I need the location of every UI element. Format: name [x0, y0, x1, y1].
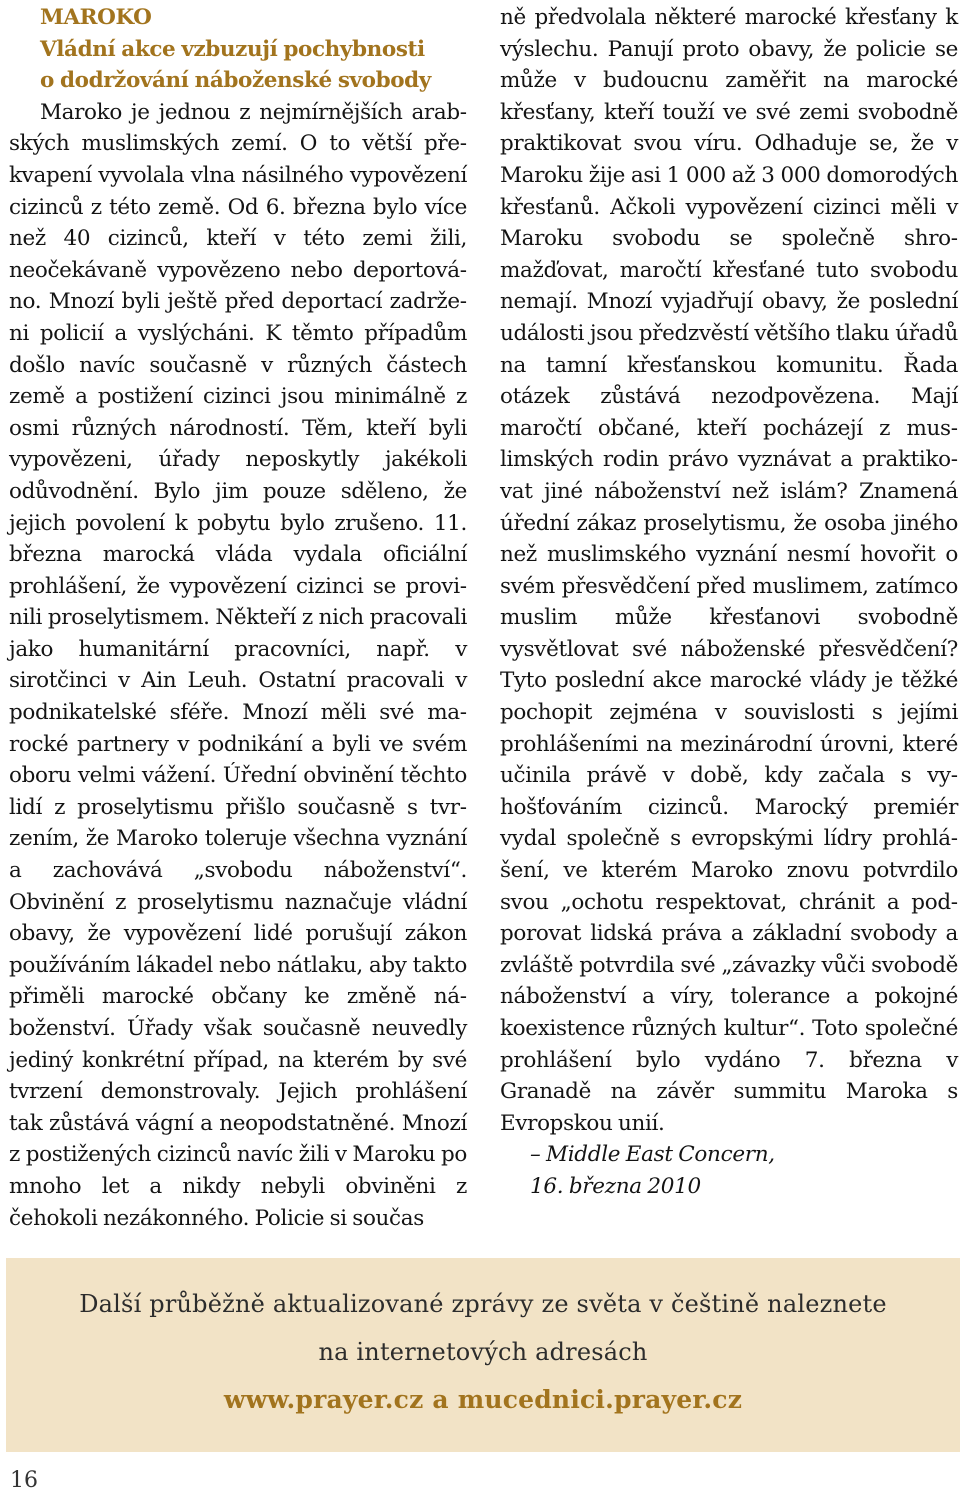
banner-website-links[interactable]: www.prayer.cz a mucednici.prayer.cz: [223, 1385, 743, 1414]
article-right-column: [500, 2, 958, 1203]
country-heading: MAROKO: [40, 5, 152, 30]
article-title-line-1: Vládní akce vzbuzují pochybnosti: [40, 36, 425, 62]
banner-text-line-2: na internetových adresách: [318, 1338, 648, 1366]
article-body-left: Maroko je jednou z nejmírnějších arabských muslimských zemí. O to větší překvapení vyvolala vlna násilného vypovězení cizinců z této země. Od 6. března bylo více než 40 cizinců, kteří v této zemi žili, neočekávaně vypovězeno nebo deportováno. Mnozí byli ještě před deportací zadrženi policií a vyslýcháni. K těmto případům došlo navíc současně v různých částech země a postižení cizinci jsou minimálně z osmi různých národností. Těm, kteří byli vypovězeni, úřady neposkytly jakékoli odůvodnění. Bylo jim pouze sděleno, že jejich povolení k pobytu bylo zrušeno. 11. března marocká vláda vydala oficiální prohlášení, že vypovězení cizinci se provinili proselytismem. Někteří z nich pracovali jako humanitární pracovníci, např. v sirotčinci v Ain Leuh. Ostatní pracovali v podnikatelské sféře. Mnozí měli své marocké partnery v podnikání a byli ve svém oboru velmi vážení. Úřední obvinění těchto lidí z proselytismu přišlo současně s tvrzením, že Maroko toleruje všechna vyznání a zachovává „svobodu náboženství“. Obvinění z proselytismu naznačuje vládní obavy, že vypovězení lidé porušují zákon používáním lákadel nebo nátlaku, aby takto přiměli marocké občany ke změně náboženství. Úřady však současně neuvedly jediný konkrétní případ, na kterém by své tvrzení demonstrovaly. Jejich prohlášení tak zůstává vágní a neopodstatněné. Mnozí z postižených cizinců navíc žili v Maroku po mnoho let a nikdy nebyli obviněni z čehokoli nezákonného. Policie si součas: [9, 99, 467, 1231]
article-source: – Middle East Concern,: [530, 1142, 775, 1168]
banner-text-line-1: Další průběžně aktualizované zprávy ze světa v češtině naleznete: [79, 1290, 887, 1318]
article-left-column: [9, 2, 467, 1234]
page-number: 16: [10, 1468, 38, 1493]
article-source-date: 16. března 2010: [530, 1173, 701, 1199]
article-title-line-2: o dodržování náboženské svobody: [40, 68, 431, 94]
article-body-right: ně předvolala některé marocké křesťany k výslechu. Panují proto obavy, že policie se může v budoucnu zaměřit na marocké křesťany, kteří touží ve své zemi svobodně praktikovat svou víru. Odhaduje se, že v Maroku žije asi 1 000 až 3 000 domorodých křesťanů. Ačkoli vypovězení cizinci měli v Maroku svobodu se společně shromažďovat, maročtí křesťané tuto svobodu nemají. Mnozí vyjadřují obavy, že poslední události jsou předzvěstí většího tlaku úřadů na tamní křesťanskou komunitu. Řada otázek zůstává nezodpovězena. Mají maročtí občané, kteří pocházejí z muslimských rodin právo vyznávat a praktikovat jiné náboženství než islám? Znamená úřední zákaz proselytismu, že osoba jiného než muslimského vyznání nesmí hovořit o svém přesvědčení před muslimem, zatímco muslim může křesťanovi svobodně vysvětlovat své náboženské přesvědčení? Tyto poslední akce marocké vlády je těžké pochopit zejména v souvislosti s jejími prohlášeními na mezinárodní úrovni, které učinila právě v době, kdy začala s vyhošťováním cizinců. Marocký premiér vydal společně s evropskými lídry prohlášení, ve kterém Maroko znovu potvrdilo svou „ochotu respektovat, chránit a podporovat lidská práva a základní svobody a zvláště potvrdila své „závazky vůči svobodě náboženství a víry, tolerance a pokojné koexistence různých kultur“. Toto společné prohlášení bylo vydáno 7. března v Granadě na závěr summitu Maroka s Evropskou unií.: [500, 5, 958, 1136]
info-banner: [6, 1258, 960, 1452]
